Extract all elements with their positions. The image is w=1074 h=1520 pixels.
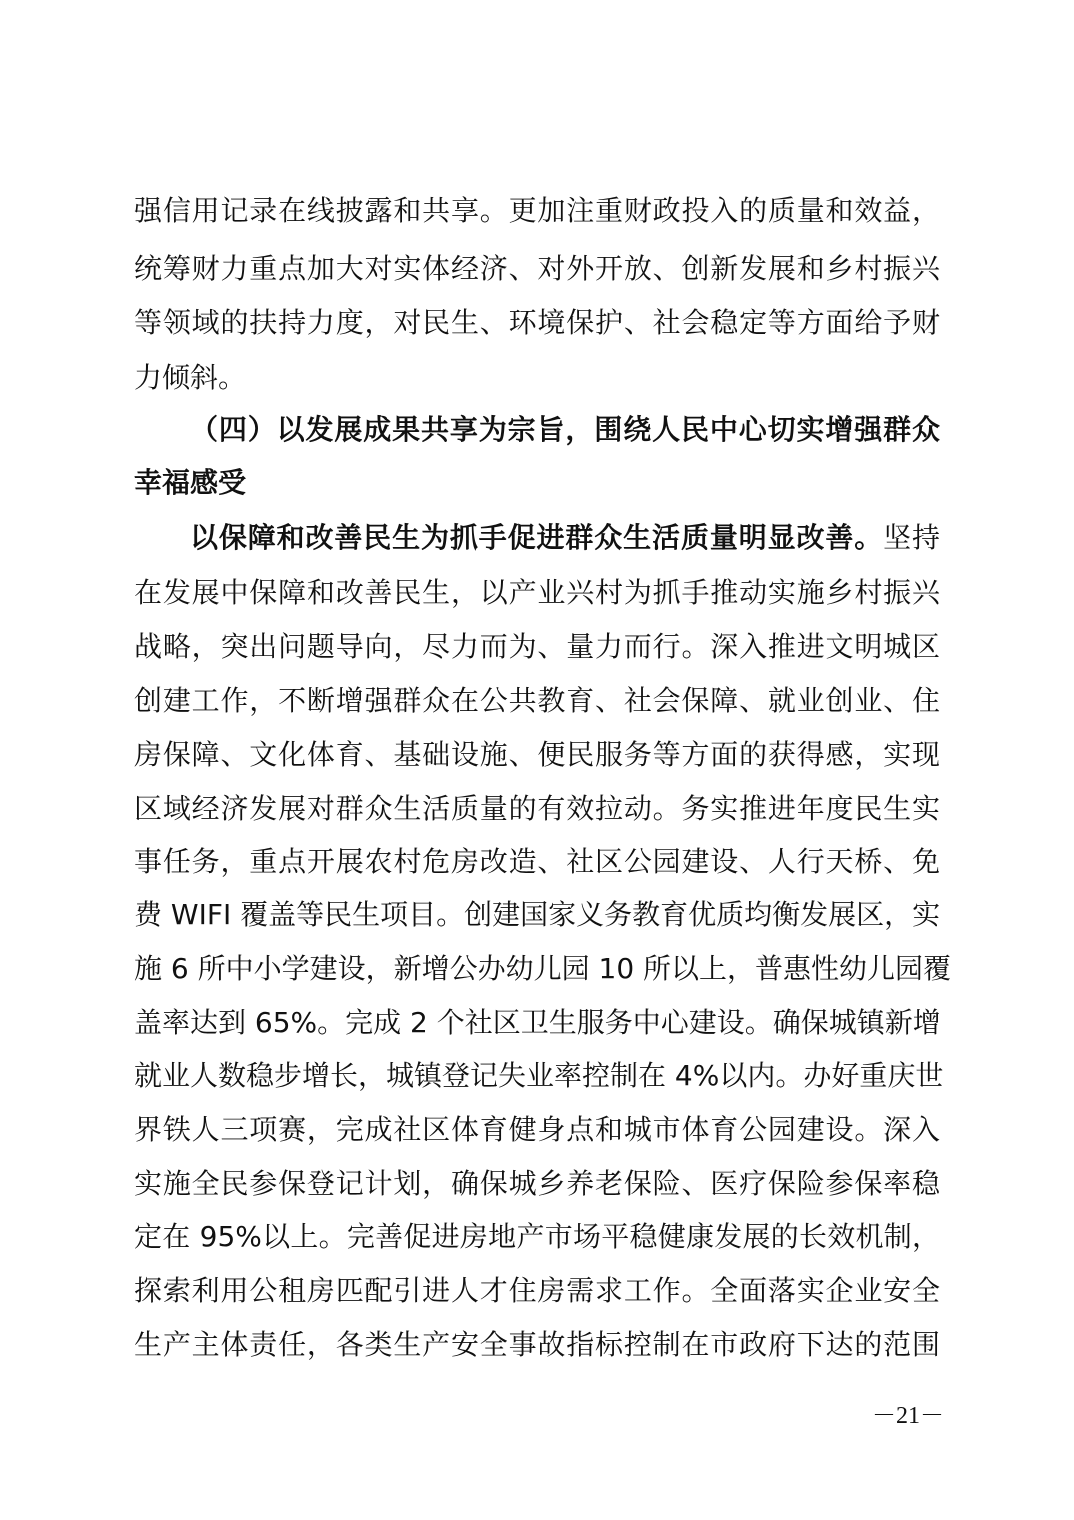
paragraph-line: 房保障、文化体育、基础设施、便民服务等方面的获得感，实现	[134, 738, 940, 771]
paragraph-line: 界铁人三项赛，完成社区体育健身点和城市体育公园建设。深入	[134, 1113, 940, 1146]
paragraph-line: 等领域的扶持力度，对民生、环境保护、社会稳定等方面给予财	[134, 306, 940, 339]
paragraph-line: 力倾斜。	[134, 361, 247, 394]
paragraph-line: 探索利用公租房匹配引进人才住房需求工作。全面落实企业安全	[134, 1274, 940, 1307]
paragraph-line: 创建工作，不断增强群众在公共教育、社会保障、就业创业、住	[134, 684, 940, 717]
paragraph-line: 事任务，重点开展农村危房改造、社区公园建设、人行天桥、免	[134, 845, 940, 878]
paragraph-line: 实施全民参保登记计划，确保城乡养老保险、医疗保险参保率稳	[134, 1167, 940, 1200]
lead-sentence-rest: 坚持	[883, 521, 940, 554]
paragraph-lead-line	[190, 518, 940, 558]
paragraph-line: 定在 95%以上。完善促进房地产市场平稳健康发展的长效机制，	[134, 1220, 940, 1253]
page-number: －21－	[872, 1403, 944, 1429]
paragraph-line: 战略，突出问题导向，尽力而为、量力而行。深入推进文明城区	[134, 630, 940, 663]
paragraph-line: 就业人数稳步增长，城镇登记失业率控制在 4%以内。办好重庆世	[134, 1059, 944, 1092]
paragraph-line: 在发展中保障和改善民生，以产业兴村为抓手推动实施乡村振兴	[134, 576, 940, 609]
section-heading-continued: 幸福感受	[134, 466, 247, 499]
paragraph-line: 生产主体责任，各类生产安全事故指标控制在市政府下达的范围	[134, 1328, 940, 1361]
paragraph-line: 费 WIFI 覆盖等民生项目。创建国家义务教育优质均衡发展区，实	[134, 898, 941, 931]
paragraph-line: 强信用记录在线披露和共享。更加注重财政投入的质量和效益，	[134, 194, 940, 227]
section-heading: （四）以发展成果共享为宗旨，围绕人民中心切实增强群众	[190, 413, 940, 446]
paragraph-line: 施 6 所中小学建设，新增公办幼儿园 10 所以上，普惠性幼儿园覆	[134, 952, 952, 985]
paragraph-line: 区域经济发展对群众生活质量的有效拉动。务实推进年度民生实	[134, 792, 940, 825]
lead-sentence-bold: 以保障和改善民生为抓手促进群众生活质量明显改善。	[190, 521, 884, 554]
paragraph-line: 统筹财力重点加大对实体经济、对外开放、创新发展和乡村振兴	[134, 252, 940, 285]
paragraph-line: 盖率达到 65%。完成 2 个社区卫生服务中心建设。确保城镇新增	[134, 1006, 941, 1039]
